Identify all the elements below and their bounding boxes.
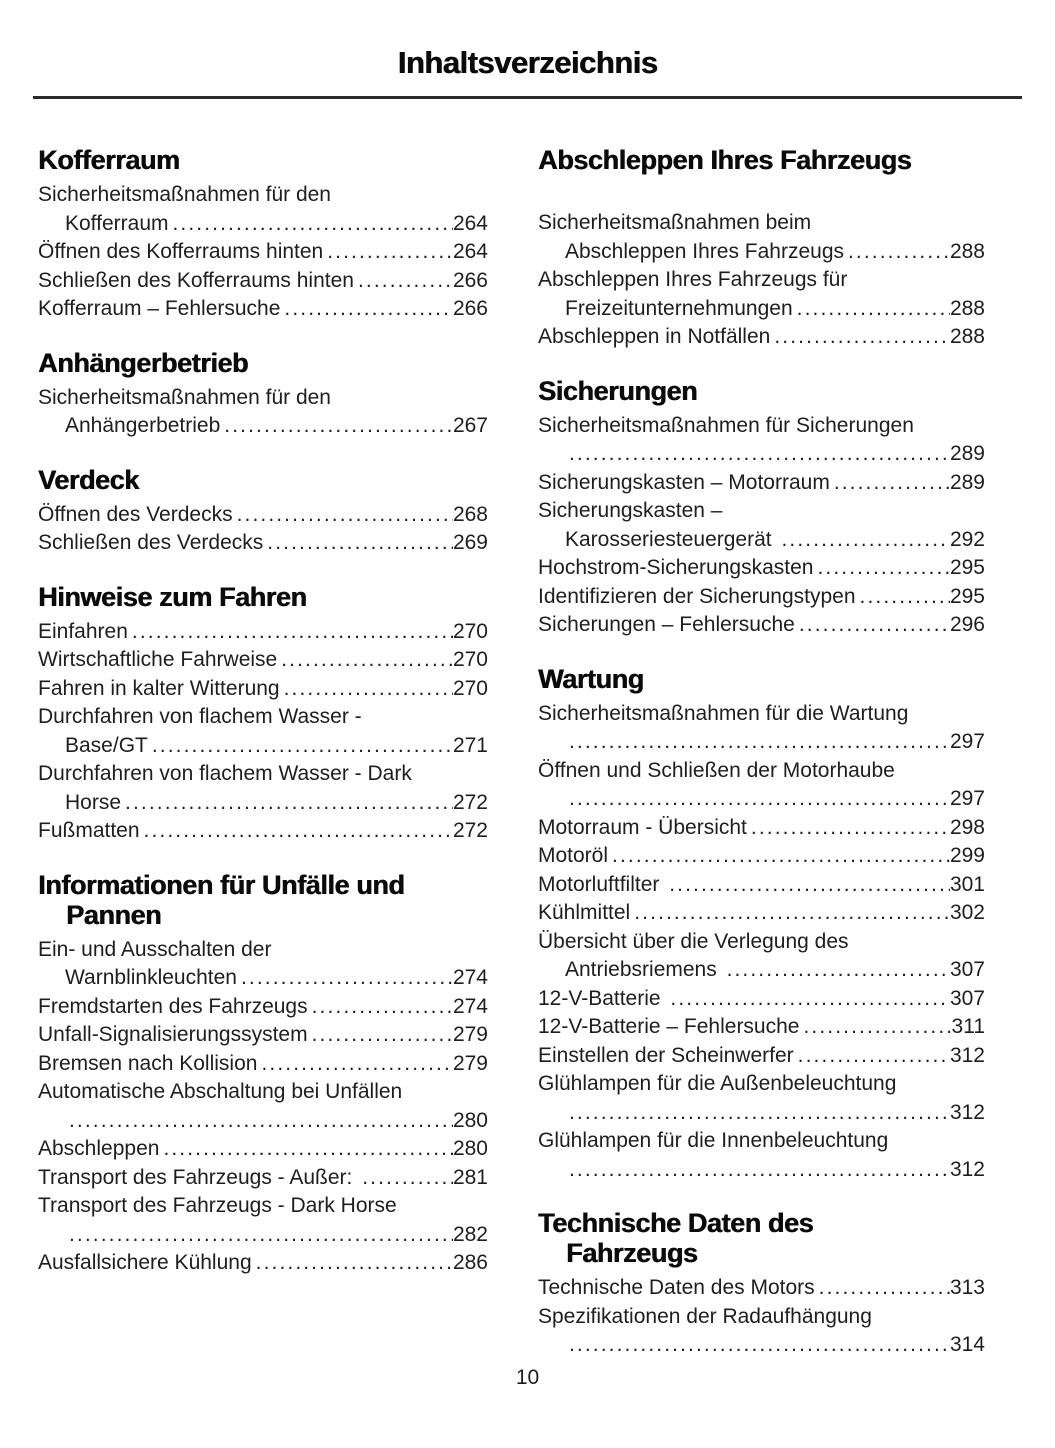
page-ref: 288 bbox=[949, 239, 985, 263]
page-ref: 289 bbox=[949, 470, 985, 494]
entry-label: Glühlampen für die Innenbeleuchtung bbox=[538, 1129, 889, 1152]
toc-line-continuation bbox=[38, 412, 488, 441]
section-entries bbox=[538, 700, 985, 1185]
toc-line-continuation bbox=[538, 785, 985, 814]
section-entries bbox=[538, 412, 985, 640]
page-ref: 311 bbox=[951, 1015, 985, 1038]
dot-leader bbox=[220, 412, 453, 441]
entry-label: Bremsen nach Kollision bbox=[38, 1051, 258, 1075]
toc-line bbox=[538, 1013, 985, 1042]
toc-line bbox=[538, 412, 985, 441]
toc-section bbox=[538, 1208, 985, 1360]
toc-entry bbox=[538, 1303, 985, 1360]
page-ref: 307 bbox=[949, 986, 985, 1010]
section-entries bbox=[538, 209, 985, 352]
toc-line bbox=[38, 501, 488, 530]
page-ref: 264 bbox=[452, 211, 488, 235]
entry-label: Schließen des Verdecks bbox=[38, 531, 264, 554]
page-ref: 295 bbox=[949, 584, 985, 608]
page-ref: 266 bbox=[452, 297, 488, 320]
toc-entry bbox=[38, 1164, 488, 1193]
dot-leader bbox=[666, 985, 950, 1014]
toc-line bbox=[38, 703, 488, 732]
toc-line bbox=[38, 618, 488, 647]
toc-line bbox=[538, 985, 985, 1014]
page-ref: 268 bbox=[452, 502, 488, 526]
page-ref: 271 bbox=[452, 733, 488, 757]
entry-label: Einfahren bbox=[38, 619, 128, 643]
toc-line-continuation bbox=[538, 1156, 985, 1185]
entry-label: Unfall-Signalisierungssystem bbox=[38, 1023, 308, 1046]
section-entries bbox=[38, 501, 488, 558]
page-ref: 282 bbox=[452, 1222, 488, 1246]
dot-leader bbox=[795, 611, 950, 640]
dot-leader bbox=[159, 1135, 453, 1164]
toc-section bbox=[38, 465, 488, 558]
dot-leader bbox=[233, 501, 453, 530]
toc-line bbox=[38, 993, 488, 1022]
toc-line bbox=[538, 899, 985, 928]
toc-entry bbox=[538, 1127, 985, 1184]
dot-leader bbox=[723, 956, 950, 985]
page-ref: 269 bbox=[452, 531, 488, 554]
entry-label: Öffnen des Verdecks bbox=[38, 502, 233, 526]
toc-line bbox=[538, 842, 985, 871]
toc-line bbox=[38, 529, 488, 558]
toc-entry bbox=[38, 618, 488, 647]
toc-entry bbox=[538, 1013, 985, 1042]
toc-line bbox=[538, 583, 985, 612]
toc-line bbox=[538, 1070, 985, 1099]
toc-line-continuation bbox=[538, 440, 985, 469]
entry-label: Durchfahren von flachem Wasser - Dark bbox=[38, 762, 412, 785]
section-heading-line: Informationen für Unfälle und bbox=[38, 869, 405, 900]
dot-leader bbox=[565, 785, 950, 814]
toc-line bbox=[538, 1127, 985, 1156]
entry-label: 12-V-Batterie – Fehlersuche bbox=[538, 1015, 800, 1038]
section-entries bbox=[38, 384, 488, 441]
entry-label: Schließen des Kofferraums hinten bbox=[38, 268, 354, 292]
dot-leader bbox=[308, 993, 453, 1022]
toc-entry bbox=[38, 703, 488, 760]
toc-entry bbox=[538, 814, 985, 843]
entry-label: Übersicht über die Verlegung des bbox=[538, 929, 849, 953]
page-ref: 270 bbox=[452, 676, 488, 700]
toc-line bbox=[38, 817, 488, 846]
dot-leader bbox=[747, 814, 950, 843]
page-ref: 272 bbox=[452, 790, 488, 814]
entry-label: Durchfahren von flachem Wasser - bbox=[38, 705, 362, 728]
page-ref: 314 bbox=[949, 1333, 985, 1356]
dot-leader bbox=[815, 1274, 950, 1303]
entry-label-continuation: Antriebsriemens bbox=[565, 958, 723, 981]
dot-leader bbox=[65, 1221, 453, 1250]
page-ref: 270 bbox=[452, 648, 488, 671]
toc-section bbox=[538, 376, 985, 640]
toc-line-continuation bbox=[38, 210, 488, 239]
page-ref: 274 bbox=[452, 966, 488, 989]
entry-label: Abschleppen Ihres Fahrzeugs für bbox=[538, 268, 848, 291]
toc-entry bbox=[538, 209, 985, 266]
toc-entry bbox=[38, 181, 488, 238]
section-heading bbox=[38, 348, 488, 378]
toc-entry bbox=[538, 323, 985, 352]
toc-line bbox=[538, 266, 985, 295]
toc-entry bbox=[538, 469, 985, 498]
toc-entry bbox=[538, 266, 985, 323]
entry-label: Sicherheitsmaßnahmen für den bbox=[38, 183, 331, 206]
section-entries bbox=[38, 936, 488, 1278]
toc-section bbox=[38, 145, 488, 324]
entry-label: Sicherheitsmaßnahmen beim bbox=[538, 211, 812, 234]
toc-entry bbox=[538, 1070, 985, 1127]
page-number: 10 bbox=[515, 1366, 540, 1389]
page-ref: 281 bbox=[452, 1165, 488, 1189]
entry-label: Transport des Fahrzeugs - Dark Horse bbox=[38, 1194, 397, 1217]
section-heading bbox=[38, 465, 488, 495]
toc-line bbox=[538, 871, 985, 900]
entry-label-continuation: Karosseriesteuergerät bbox=[565, 527, 778, 551]
toc-entry bbox=[538, 1274, 985, 1303]
section-entries bbox=[538, 1274, 985, 1360]
section-heading bbox=[38, 870, 488, 930]
section-heading-line: Fahrzeugs bbox=[566, 1238, 698, 1268]
page-ref: 266 bbox=[452, 268, 488, 292]
toc-line bbox=[38, 181, 488, 210]
toc-entry bbox=[38, 646, 488, 675]
section-heading-line: Technische Daten des bbox=[538, 1208, 814, 1238]
toc-column-right bbox=[538, 145, 985, 1360]
toc-entry bbox=[38, 529, 488, 558]
toc-entry bbox=[38, 384, 488, 441]
toc-line-continuation bbox=[538, 728, 985, 757]
toc-line bbox=[538, 1303, 985, 1332]
toc-entry bbox=[38, 1021, 488, 1050]
entry-label: Kofferraum – Fehlersuche bbox=[38, 297, 281, 320]
toc-line-continuation bbox=[38, 1107, 488, 1136]
toc-line bbox=[538, 209, 985, 238]
toc-line bbox=[538, 469, 985, 498]
entry-label: Kühlmittel bbox=[538, 901, 631, 924]
entry-label: Fahren in kalter Witterung bbox=[38, 676, 280, 700]
toc-entry bbox=[538, 985, 985, 1014]
toc-entry bbox=[538, 583, 985, 612]
dot-leader bbox=[128, 618, 453, 647]
page-ref: 312 bbox=[949, 1043, 985, 1067]
section-heading bbox=[538, 376, 985, 406]
dot-leader bbox=[794, 1042, 950, 1071]
toc-entry bbox=[538, 497, 985, 554]
dot-leader bbox=[280, 675, 453, 704]
dot-leader bbox=[169, 210, 453, 239]
section-entries bbox=[38, 181, 488, 324]
page-ref: 280 bbox=[452, 1108, 488, 1132]
toc-line bbox=[38, 1249, 488, 1278]
toc-entry bbox=[38, 675, 488, 704]
toc-entry bbox=[538, 700, 985, 757]
entry-label: Ein- und Ausschalten der bbox=[38, 937, 272, 961]
toc-section bbox=[538, 145, 985, 352]
entry-label: Öffnen und Schließen der Motorhaube bbox=[538, 758, 895, 782]
toc-entry bbox=[538, 928, 985, 985]
page-ref: 288 bbox=[949, 325, 985, 348]
entry-label: Transport des Fahrzeugs - Außer: bbox=[38, 1165, 359, 1189]
dot-leader bbox=[793, 295, 950, 324]
entry-label: Öffnen des Kofferraums hinten bbox=[38, 240, 324, 263]
entry-label: Abschleppen in Notfällen bbox=[538, 325, 771, 348]
toc-line bbox=[38, 1135, 488, 1164]
toc-entry bbox=[38, 295, 488, 324]
toc-line bbox=[538, 814, 985, 843]
toc-line bbox=[38, 1021, 488, 1050]
entry-label: Sicherheitsmaßnahmen für den bbox=[38, 385, 331, 409]
page-ref: 288 bbox=[949, 296, 985, 320]
toc-line-continuation bbox=[38, 1221, 488, 1250]
toc-line bbox=[538, 554, 985, 583]
toc-line-continuation bbox=[538, 1099, 985, 1128]
page-ref: 312 bbox=[949, 1100, 985, 1124]
dot-leader bbox=[777, 526, 950, 555]
entry-label-continuation: Kofferraum bbox=[65, 211, 169, 235]
toc-line bbox=[38, 267, 488, 296]
dot-leader bbox=[323, 238, 453, 267]
section-heading bbox=[38, 582, 488, 612]
dot-leader bbox=[856, 583, 950, 612]
dot-leader bbox=[608, 842, 950, 871]
entry-label: Motoröl bbox=[538, 844, 609, 867]
entry-label-continuation: Base/GT bbox=[65, 733, 148, 757]
toc-entry bbox=[38, 993, 488, 1022]
entry-label: Glühlampen für die Außenbeleuchtung bbox=[538, 1072, 897, 1095]
dot-leader bbox=[565, 440, 950, 469]
dot-leader bbox=[280, 295, 453, 324]
section-heading-line: Verdeck bbox=[38, 464, 139, 495]
toc-section bbox=[538, 664, 985, 1185]
toc-line bbox=[38, 1050, 488, 1079]
dot-leader bbox=[565, 1099, 950, 1128]
entry-label: Identifizieren der Sicherungstypen bbox=[538, 584, 856, 608]
toc-line-continuation bbox=[538, 956, 985, 985]
toc-entry bbox=[38, 760, 488, 817]
toc-line bbox=[38, 238, 488, 267]
page-ref: 279 bbox=[452, 1023, 488, 1046]
toc-entry bbox=[38, 238, 488, 267]
page-ref: 274 bbox=[452, 994, 488, 1018]
entry-label: Sicherheitsmaßnahmen für Sicherungen bbox=[538, 413, 914, 437]
dot-leader bbox=[565, 1331, 950, 1360]
toc-entry bbox=[38, 1249, 488, 1278]
toc-line-continuation bbox=[38, 964, 488, 993]
entry-label-continuation: Freizeitunternehmungen bbox=[565, 296, 793, 320]
toc-entry bbox=[538, 412, 985, 469]
entry-label: Fremdstarten des Fahrzeugs bbox=[38, 994, 308, 1018]
toc-line bbox=[38, 1078, 488, 1107]
toc-entry bbox=[38, 267, 488, 296]
page-ref: 280 bbox=[452, 1137, 488, 1160]
toc-section bbox=[38, 870, 488, 1278]
page-ref: 267 bbox=[452, 414, 488, 437]
toc-entry bbox=[538, 1042, 985, 1071]
toc-line bbox=[538, 497, 985, 526]
entry-label: Motorluftfilter bbox=[538, 872, 666, 896]
section-heading bbox=[538, 1208, 985, 1268]
section-heading bbox=[538, 664, 985, 694]
entry-label-continuation: Anhängerbetrieb bbox=[65, 414, 221, 437]
dot-leader bbox=[844, 238, 950, 267]
dot-leader bbox=[308, 1021, 453, 1050]
toc-line bbox=[538, 611, 985, 640]
entry-label-continuation: Horse bbox=[65, 790, 122, 814]
entry-label: Fußmatten bbox=[38, 819, 140, 842]
section-heading-line: Pannen bbox=[66, 899, 162, 930]
toc-line-continuation bbox=[38, 789, 488, 818]
dot-leader bbox=[257, 1050, 453, 1079]
page-ref: 270 bbox=[452, 619, 488, 643]
entry-label: Automatische Abschaltung bei Unfällen bbox=[38, 1080, 403, 1103]
toc-line bbox=[538, 323, 985, 352]
dot-leader bbox=[140, 817, 453, 846]
entry-label: Hochstrom-Sicherungskasten bbox=[538, 556, 814, 579]
page-ref: 296 bbox=[949, 613, 985, 636]
toc-entry bbox=[538, 611, 985, 640]
toc-entry bbox=[38, 1078, 488, 1135]
toc-columns bbox=[0, 99, 1055, 1360]
toc-line-continuation bbox=[38, 732, 488, 761]
section-heading-line: Abschleppen Ihres Fahrzeugs bbox=[538, 145, 912, 175]
entry-label: Wirtschaftliche Fahrweise bbox=[38, 648, 278, 671]
toc-entry bbox=[538, 899, 985, 928]
entry-label-continuation: Warnblinkleuchten bbox=[65, 966, 237, 989]
toc-section bbox=[38, 348, 488, 441]
toc-line bbox=[538, 1042, 985, 1071]
toc-entry bbox=[38, 817, 488, 846]
toc-line bbox=[538, 928, 985, 957]
dot-leader bbox=[252, 1249, 453, 1278]
toc-line bbox=[38, 384, 488, 413]
page-ref: 299 bbox=[949, 844, 985, 867]
dot-leader bbox=[830, 469, 950, 498]
page-ref: 297 bbox=[949, 787, 985, 810]
page-ref: 286 bbox=[452, 1251, 488, 1274]
entry-label: 12-V-Batterie bbox=[538, 986, 667, 1010]
entry-label: Einstellen der Scheinwerfer bbox=[538, 1043, 794, 1067]
section-heading-line: Kofferraum bbox=[38, 145, 180, 175]
toc-section bbox=[38, 582, 488, 846]
toc-line-continuation bbox=[538, 1331, 985, 1360]
toc-entry bbox=[38, 1135, 488, 1164]
toc-line bbox=[38, 1164, 488, 1193]
toc-line-continuation bbox=[538, 526, 985, 555]
dot-leader bbox=[665, 871, 950, 900]
dot-leader bbox=[354, 267, 453, 296]
toc-line bbox=[38, 646, 488, 675]
toc-entry bbox=[38, 936, 488, 993]
dot-leader bbox=[263, 529, 453, 558]
page-ref: 295 bbox=[949, 556, 985, 579]
toc-line bbox=[538, 1274, 985, 1303]
section-heading bbox=[538, 145, 985, 175]
section-heading-line: Wartung bbox=[538, 663, 644, 694]
toc-entry bbox=[538, 757, 985, 814]
section-heading bbox=[38, 145, 488, 175]
page-title: Inhaltsverzeichnis bbox=[397, 45, 658, 80]
section-heading-line: Sicherungen bbox=[538, 375, 698, 406]
entry-label: Spezifikationen der Radaufhängung bbox=[538, 1304, 872, 1328]
page-ref: 307 bbox=[949, 958, 985, 981]
page-ref: 297 bbox=[949, 730, 985, 753]
page-ref: 292 bbox=[949, 527, 985, 551]
page-ref: 312 bbox=[949, 1157, 985, 1181]
toc-entry bbox=[538, 554, 985, 583]
entry-label: Sicherungen – Fehlersuche bbox=[538, 613, 795, 636]
toc-line bbox=[38, 675, 488, 704]
entry-label: Sicherungskasten – Motorraum bbox=[538, 470, 830, 494]
toc-line bbox=[38, 295, 488, 324]
dot-leader bbox=[121, 789, 453, 818]
dot-leader bbox=[770, 323, 950, 352]
entry-label: Sicherungskasten – bbox=[538, 499, 723, 522]
dot-leader bbox=[565, 728, 950, 757]
page-ref: 298 bbox=[949, 815, 985, 839]
section-entries bbox=[38, 618, 488, 846]
toc-line bbox=[38, 936, 488, 965]
toc-line bbox=[538, 757, 985, 786]
entry-label: Motorraum - Übersicht bbox=[538, 815, 747, 839]
page-ref: 264 bbox=[452, 240, 488, 263]
toc-entry bbox=[538, 842, 985, 871]
dot-leader bbox=[148, 732, 453, 761]
page-ref: 313 bbox=[949, 1276, 985, 1299]
toc-entry bbox=[38, 1192, 488, 1249]
dot-leader bbox=[237, 964, 453, 993]
entry-label: Abschleppen bbox=[38, 1137, 160, 1160]
dot-leader bbox=[813, 554, 950, 583]
toc-line-continuation bbox=[538, 295, 985, 324]
dot-leader bbox=[277, 646, 453, 675]
page-ref: 279 bbox=[452, 1051, 488, 1075]
entry-label: Ausfallsichere Kühlung bbox=[38, 1251, 252, 1274]
entry-label: Technische Daten des Motors bbox=[538, 1276, 815, 1299]
toc-line bbox=[38, 1192, 488, 1221]
page-ref: 302 bbox=[949, 901, 985, 924]
section-heading-line: Anhängerbetrieb bbox=[38, 347, 249, 378]
entry-label: Sicherheitsmaßnahmen für die Wartung bbox=[538, 701, 909, 725]
dot-leader bbox=[358, 1164, 453, 1193]
dot-leader bbox=[65, 1107, 453, 1136]
toc-column-left bbox=[38, 145, 488, 1278]
toc-entry bbox=[38, 501, 488, 530]
toc-entry bbox=[538, 871, 985, 900]
toc-line-continuation bbox=[538, 238, 985, 267]
page-ref: 301 bbox=[949, 872, 985, 896]
section-heading-line: Hinweise zum Fahren bbox=[38, 581, 307, 612]
toc-line bbox=[38, 760, 488, 789]
toc-entry bbox=[38, 1050, 488, 1079]
dot-leader bbox=[565, 1156, 950, 1185]
entry-label-continuation: Abschleppen Ihres Fahrzeugs bbox=[565, 239, 844, 263]
dot-leader bbox=[630, 899, 950, 928]
toc-line bbox=[538, 700, 985, 729]
page-ref: 289 bbox=[949, 442, 985, 465]
page-ref: 272 bbox=[452, 819, 488, 842]
dot-leader bbox=[799, 1013, 951, 1042]
